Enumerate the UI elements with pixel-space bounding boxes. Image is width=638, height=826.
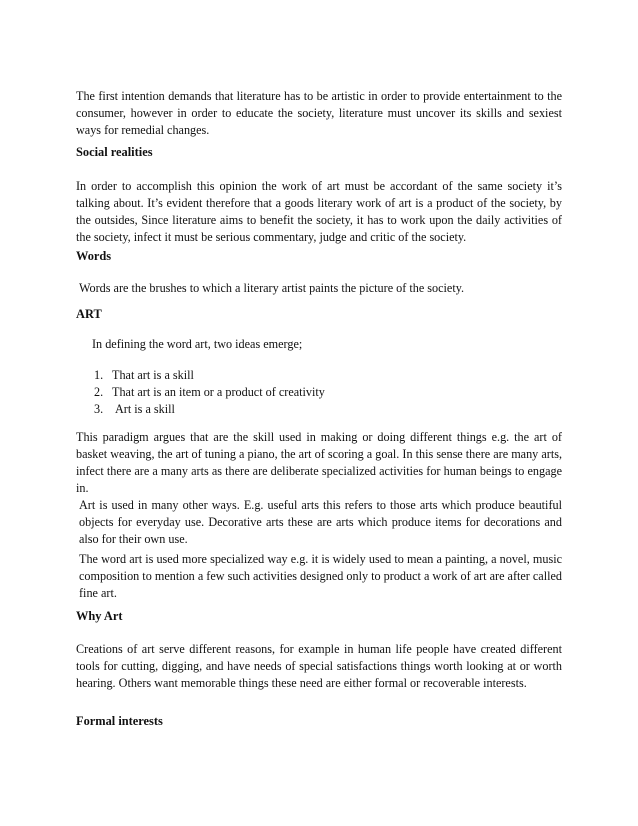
paragraph-intention: The first intention demands that literature has to be artistic in order to provide entertainment to the consumer, however in order to educate the society, literature must uncover its skills and sexiest ways for remedial changes.: [76, 89, 562, 137]
list-item: [94, 384, 325, 401]
paragraph-useful-arts: Art is used in many other ways. E.g. useful arts this refers to those arts which produce beautiful objects for everyday use. Decorative arts these are arts which produce items for decorations and also for their own use.: [79, 498, 562, 546]
list-item: [94, 367, 194, 384]
paragraph-words: Words are the brushes to which a literary artist paints the picture of the society.: [79, 281, 465, 295]
paragraph-fine-art: The word art is used more specialized way e.g. it is widely used to mean a painting, a novel, music composition to mention a few such activities designed only to product a work of art are after called fine art.: [79, 552, 562, 600]
paragraph-why-art: Creations of art serve different reasons, for example in human life people have created different tools for cutting, digging, and have needs of special satisfactions things worth looking at or worth hearing. Others want memorable things these need are either formal or recoverable interests.: [76, 642, 562, 690]
list-item-text: That art is an item or a product of creativity: [112, 385, 325, 399]
heading-social-realities: Social realities: [76, 145, 153, 159]
heading-why-art: Why Art: [76, 609, 123, 623]
paragraph-defining-art: In defining the word art, two ideas emerge;: [92, 337, 303, 351]
list-item-text: Art is a skill: [115, 402, 175, 416]
list-item-number: 1.: [94, 368, 104, 382]
heading-formal-interests: Formal interests: [76, 714, 163, 728]
list-item-number: 3.: [94, 402, 104, 416]
heading-art: ART: [76, 307, 102, 321]
paragraph-paradigm: This paradigm argues that are the skill used in making or doing different things e.g. the art of basket weaving, the art of tuning a piano, the art of scoring a goal. In this sense there are many arts, infect there are a many arts as there are deliberate specialized activities for human beings to engage in.: [76, 430, 562, 495]
paragraph-social-realities: In order to accomplish this opinion the work of art must be accordant of the same society it’s talking about. It’s evident therefore that a goods literary work of art is a product of the society, by the outsides, Since literature aims to benefit the society, it has to work upon the daily activities of the society, infect it must be serious commentary, judge and critic of the society.: [76, 179, 562, 244]
list-item-number: 2.: [94, 385, 104, 399]
list-item-text: That art is a skill: [112, 368, 194, 382]
list-item: [94, 401, 175, 418]
heading-words: Words: [76, 249, 112, 263]
